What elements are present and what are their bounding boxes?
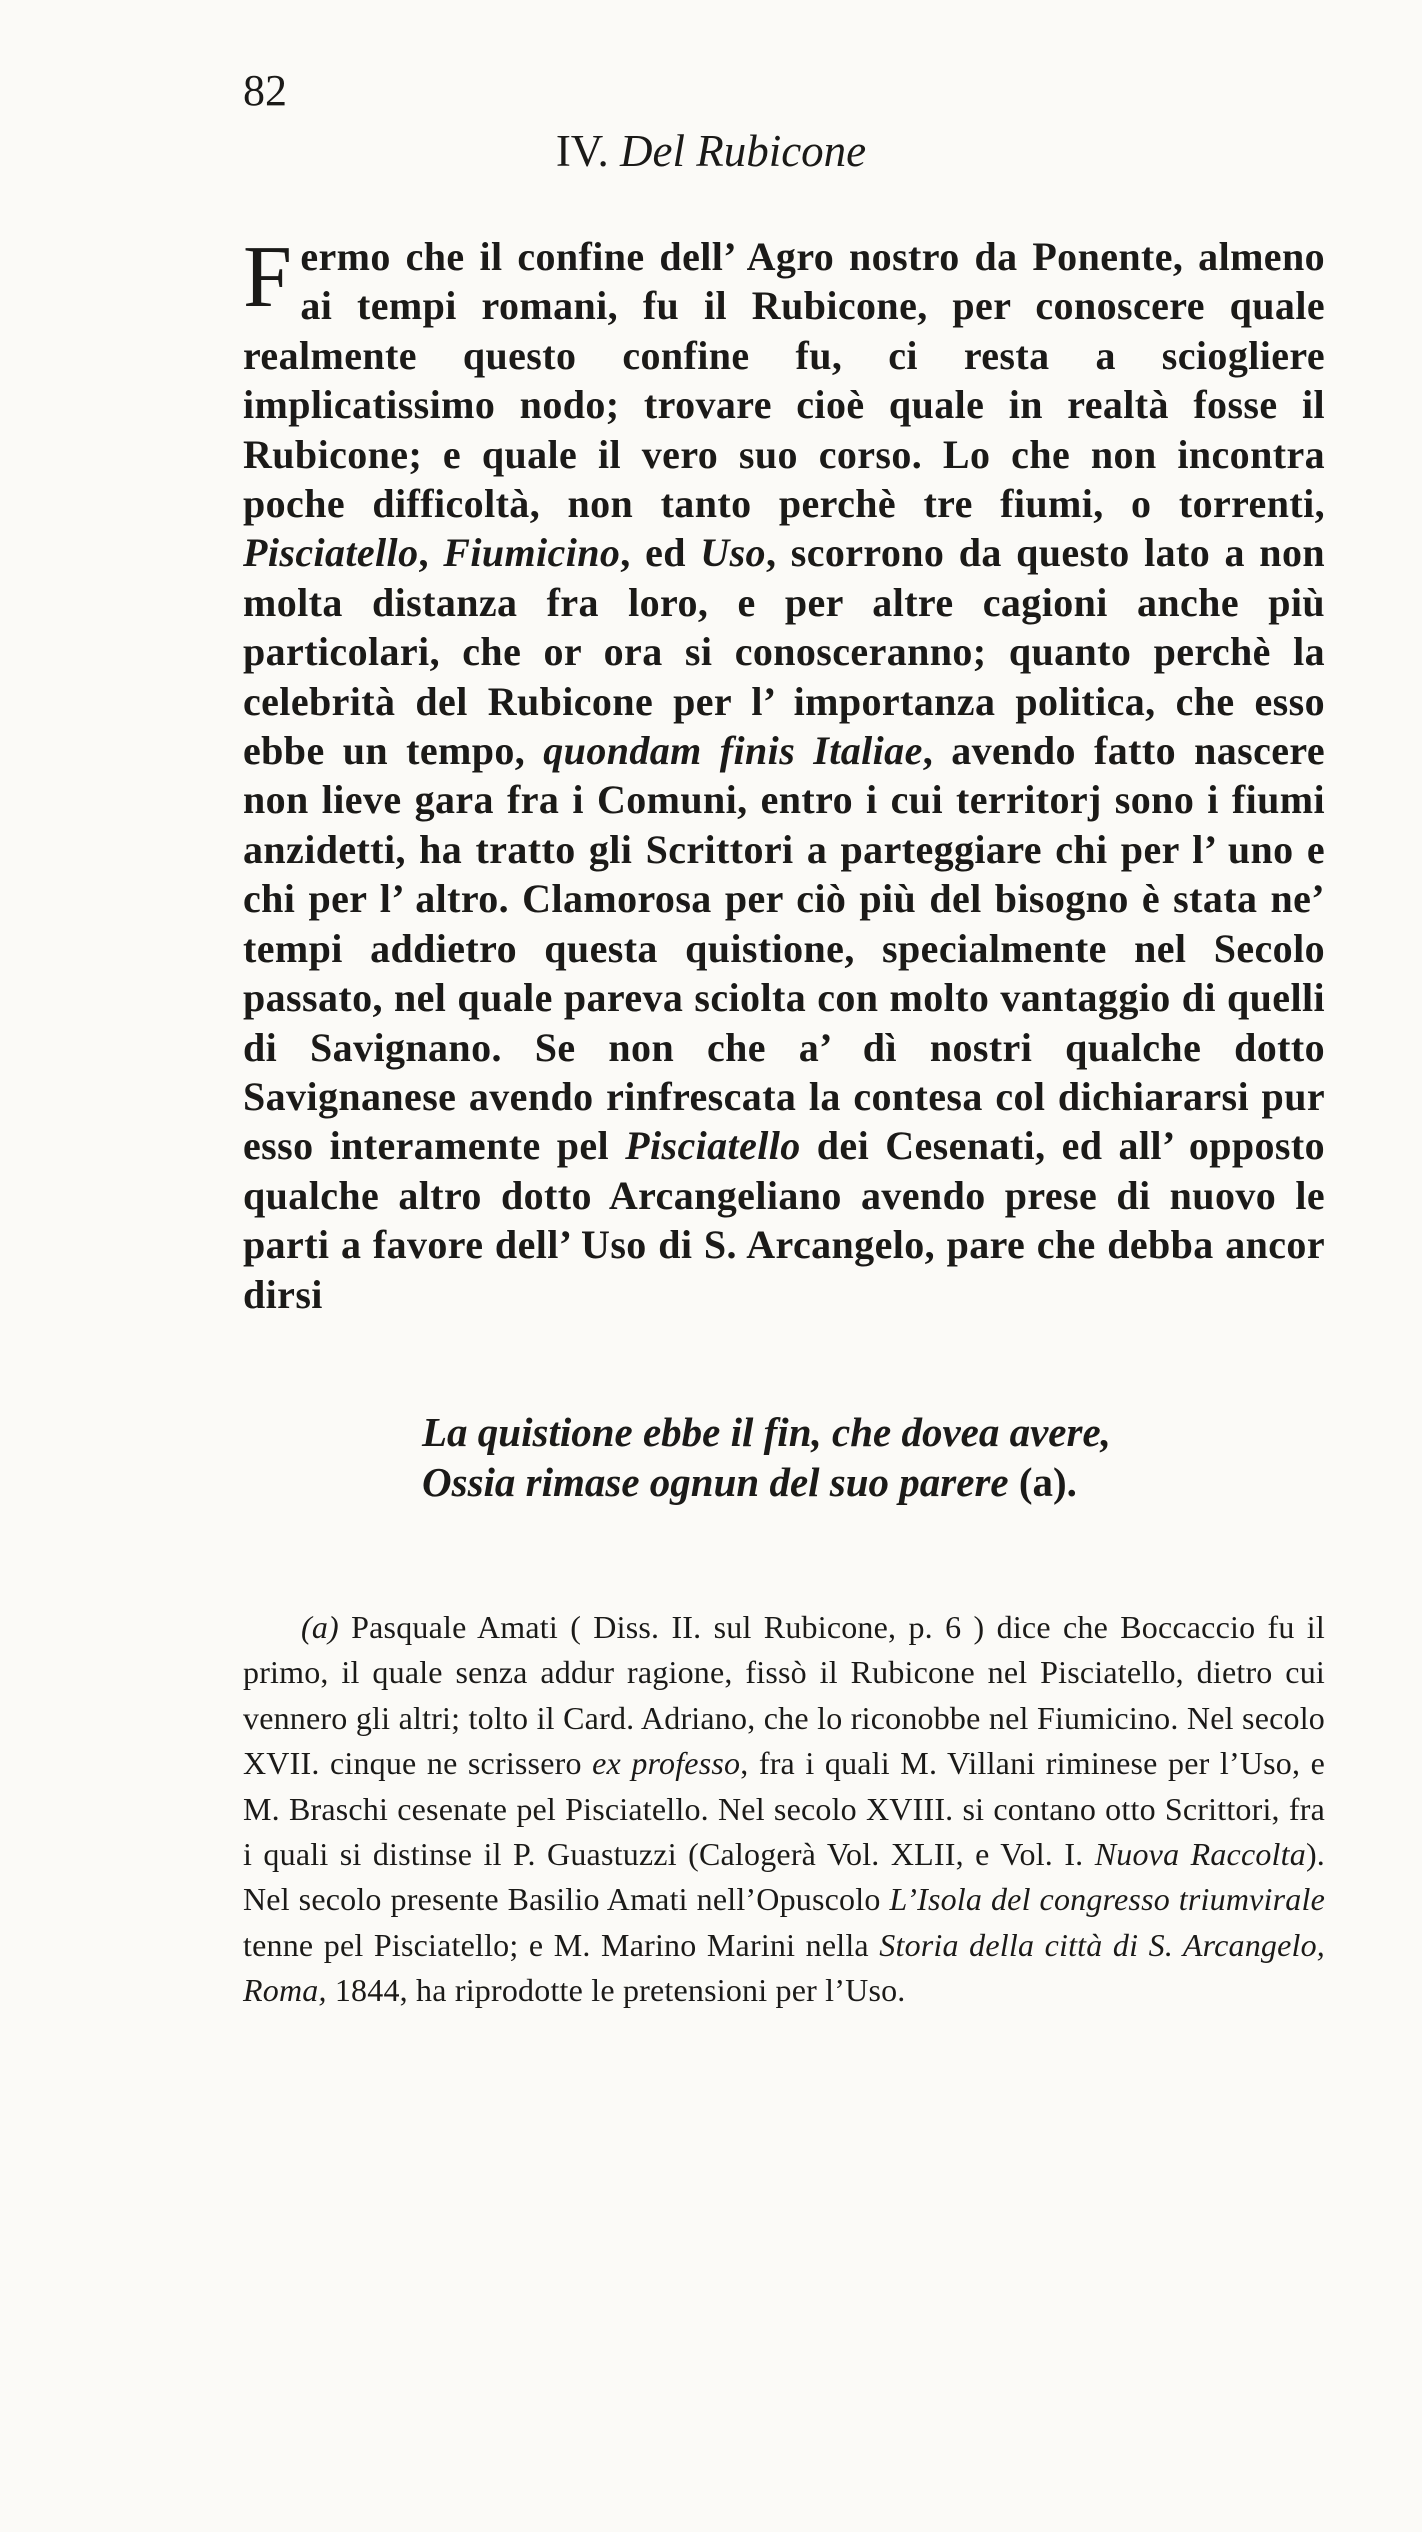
footnote-italic: ex professo <box>592 1745 741 1782</box>
footnote <box>243 1605 1325 2014</box>
footnote-italic: L’Isola del congresso triumvirale <box>889 1881 1325 1918</box>
footnote-reference: (a). <box>1008 1459 1077 1505</box>
footnote-text: Pasquale Amati ( Diss. II. sul Rubicone, p. 6 ) dice che Boccaccio fu il primo, il quale senza addur ragione, fissò il Rubicone nel Pisciatello, dietro cui vennero gli altri; tolto il Card. Adriano, che lo riconobbe nel Fiumicino. Nel secolo XVII. cinque ne scrissero <box>243 1609 1325 1782</box>
text-run: ermo che il confine dell’ Agro nostro da Ponente, almeno ai tempi romani, fu il Rubicone, per conoscere quale realmente questo confine fu, ci resta a sciogliere implicatissimo nodo; trovare cioè quale in realtà fosse il Rubicone; e quale il vero suo corso. Lo che non incontra poche difficoltà, non tanto perchè tre fiumi, o torrenti, <box>243 234 1325 527</box>
text-run: , scorrono da questo lato a non molta distanza fra loro, e per altre cagioni anche più particolari, che or ora si conosceranno; quanto perchè la celebrità del Rubicone per l’ importanza politica, che esso ebbe un tempo, <box>243 530 1325 774</box>
chapter-title: Del Rubicone <box>620 126 867 176</box>
footnote-text: tenne pel Pisciatello; e M. Marino Marini nella <box>243 1926 880 1963</box>
drop-cap: F <box>243 229 293 326</box>
chapter-number: IV. <box>555 126 609 176</box>
river-name: Pisciatello <box>243 530 419 576</box>
latin-phrase: quondam finis Italiae <box>543 728 923 774</box>
river-name: Pisciatello <box>625 1123 801 1169</box>
river-name: Uso <box>700 530 766 576</box>
page-number: 82 <box>243 66 287 115</box>
footnote-text: ). Nel secolo presente Basilio Amati nell’Opuscolo <box>243 1836 1325 1918</box>
text-run: , <box>418 530 444 576</box>
text-run: , ed <box>620 530 701 576</box>
chapter-heading <box>0 124 1422 178</box>
main-paragraph <box>243 229 1325 1319</box>
footnote-italic: Storia della città di S. Arcangelo, Roma, <box>243 1926 1326 2009</box>
footnote-text: 1844, ha riprodotte le pretensioni per l’Uso. <box>326 1972 906 2009</box>
footnote-marker: (a) <box>301 1609 339 1645</box>
text-run: dei Cesenati, ed all’ opposto qualche altro dotto Arcangeliano avendo prese di nuovo le parti a favore dell’ Uso di S. Arcangelo, pare che debba ancor dirsi <box>243 1123 1325 1317</box>
river-name: Fiumicino <box>443 530 621 576</box>
footnote-italic: Nuova Raccolta <box>1094 1836 1306 1873</box>
verse-line <box>422 1457 1322 1507</box>
text-run: , avendo fatto nascere non lieve gara fra i Comuni, entro i cui territorj sono i fiumi anzidetti, ha tratto gli Scrittori a parteggiare chi per l’ uno e chi per l’ altro. Clamorosa per ciò più del bisogno è stata ne’ tempi addietro questa quistione, specialmente nel Secolo passato, nel quale pareva sciolta con molto vantaggio di quelli di Savignano. Se non che a’ dì nostri qualche dotto Savignanese avendo rinfrescata la contesa col dichiararsi pur esso interamente pel <box>243 728 1325 1169</box>
footnote-text: , fra i quali M. Villani riminese per l’Uso, e M. Braschi cesenate pel Pisciatello. Nel secolo XVIII. si contano otto Scrittori, fra i quali si distinse il P. Guastuzzi (Calogerà Vol. XLII, e Vol. I. <box>243 1745 1326 1873</box>
verse-text: Ossia rimase ognun del suo parere <box>422 1459 1009 1505</box>
verse-line: La quistione ebbe il fin, che dovea avere, <box>422 1409 1111 1455</box>
